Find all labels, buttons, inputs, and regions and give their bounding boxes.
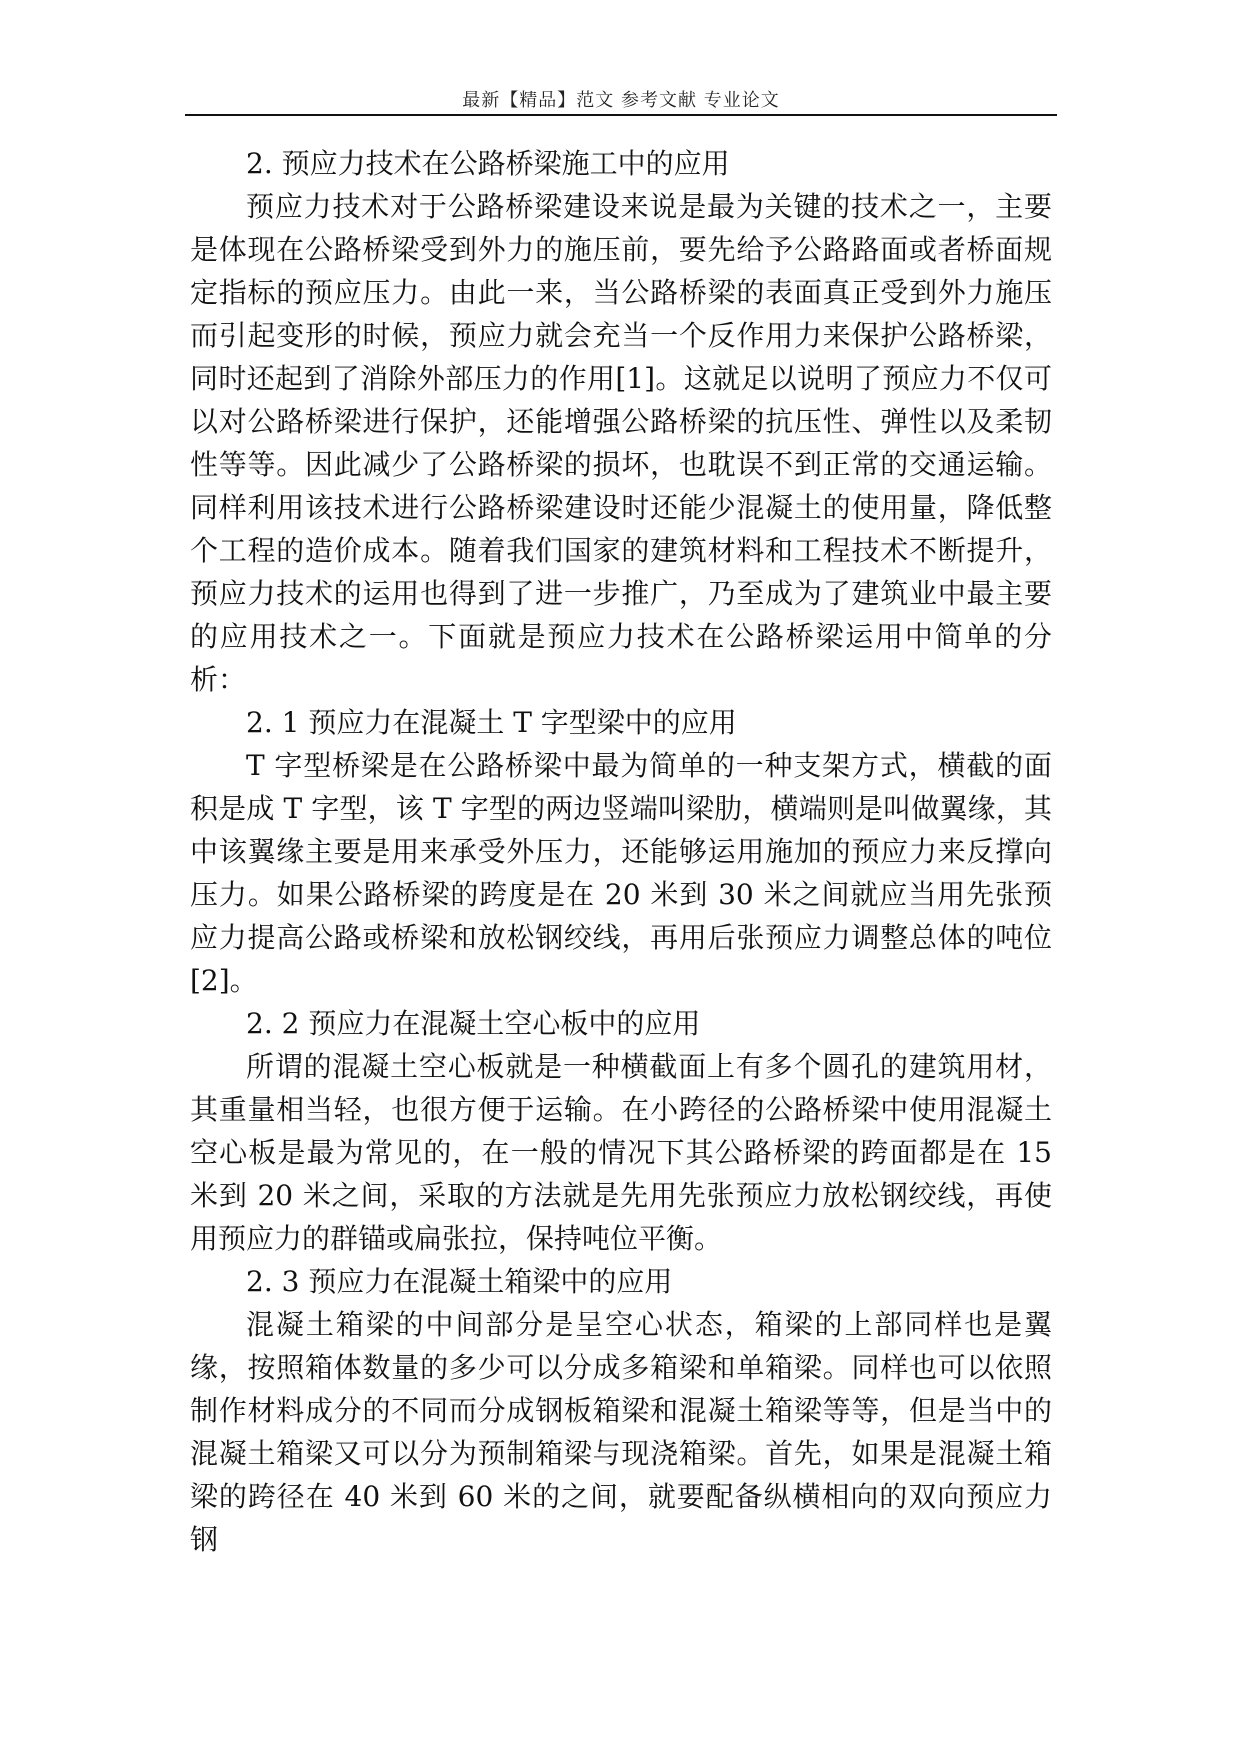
section-paragraph-2-1: T 字型桥梁是在公路桥梁中最为简单的一种支架方式，横截的面积是成 T 字型，该 T 字型的两边竖端叫梁肋，横端则是叫做翼缘，其中该翼缘主要是用来承受外压力，还能够运用施加的预应力来反撑向压力。如果公路桥梁的跨度是在 20 米到 30 米之间就应当用先张预应力提高公路或桥梁和放松钢绞线，再用后张预应力调整总体的吨位[2]。 bbox=[190, 749, 1052, 997]
section-paragraph-2-2: 所谓的混凝土空心板就是一种横截面上有多个圆孔的建筑用材，其重量相当轻，也很方便于运输。在小跨径的公路桥梁中使用混凝土空心板是最为常见的，在一般的情况下其公路桥梁的跨面都是在 15 米到 20 米之间，采取的方法就是先用先张预应力放松钢绞线，再使用预应力的群锚或扁张拉，保持吨位平衡。 bbox=[190, 1050, 1052, 1255]
document-body bbox=[190, 142, 1052, 1561]
section-paragraph-2: 预应力技术对于公路桥梁建设来说是最为关键的技术之一，主要是体现在公路桥梁受到外力的施压前，要先给予公路路面或者桥面规定指标的预应压力。由此一来，当公路桥梁的表面真正受到外力施压而引起变形的时候，预应力就会充当一个反作用力来保护公路桥梁，同时还起到了消除外部压力的作用[1]。这就足以说明了预应力不仅可以对公路桥梁进行保护，还能增强公路桥梁的抗压性、弹性以及柔韧性等等。因此减少了公路桥梁的损坏，也耽误不到正常的交通运输。同样利用该技术进行公路桥梁建设时还能少混凝土的使用量，降低整个工程的造价成本。随着我们国家的建筑材料和工程技术不断提升，预应力技术的运用也得到了进一步推广，乃至成为了建筑业中最主要的应用技术之一。下面就是预应力技术在公路桥梁运用中简单的分析： bbox=[190, 190, 1052, 696]
section-heading-2: 2. 预应力技术在公路桥梁施工中的应用 bbox=[246, 147, 730, 180]
page-header: 最新【精品】范文 参考文献 专业论文 bbox=[462, 90, 780, 111]
section-heading-2-3: 2. 3 预应力在混凝土箱梁中的应用 bbox=[246, 1265, 673, 1298]
section-heading-2-1: 2. 1 预应力在混凝土 T 字型梁中的应用 bbox=[246, 706, 737, 739]
header-rule bbox=[185, 114, 1057, 116]
section-paragraph-2-3: 混凝土箱梁的中间部分是呈空心状态，箱梁的上部同样也是翼缘，按照箱体数量的多少可以分成多箱梁和单箱梁。同样也可以依照制作材料成分的不同而分成钢板箱梁和混凝土箱梁等等，但是当中的混凝土箱梁又可以分为预制箱梁与现浇箱梁。首先，如果是混凝土箱梁的跨径在 40 米到 60 米的之间，就要配备纵横相向的双向预应力钢 bbox=[190, 1308, 1052, 1556]
section-heading-2-2: 2. 2 预应力在混凝土空心板中的应用 bbox=[246, 1007, 701, 1040]
